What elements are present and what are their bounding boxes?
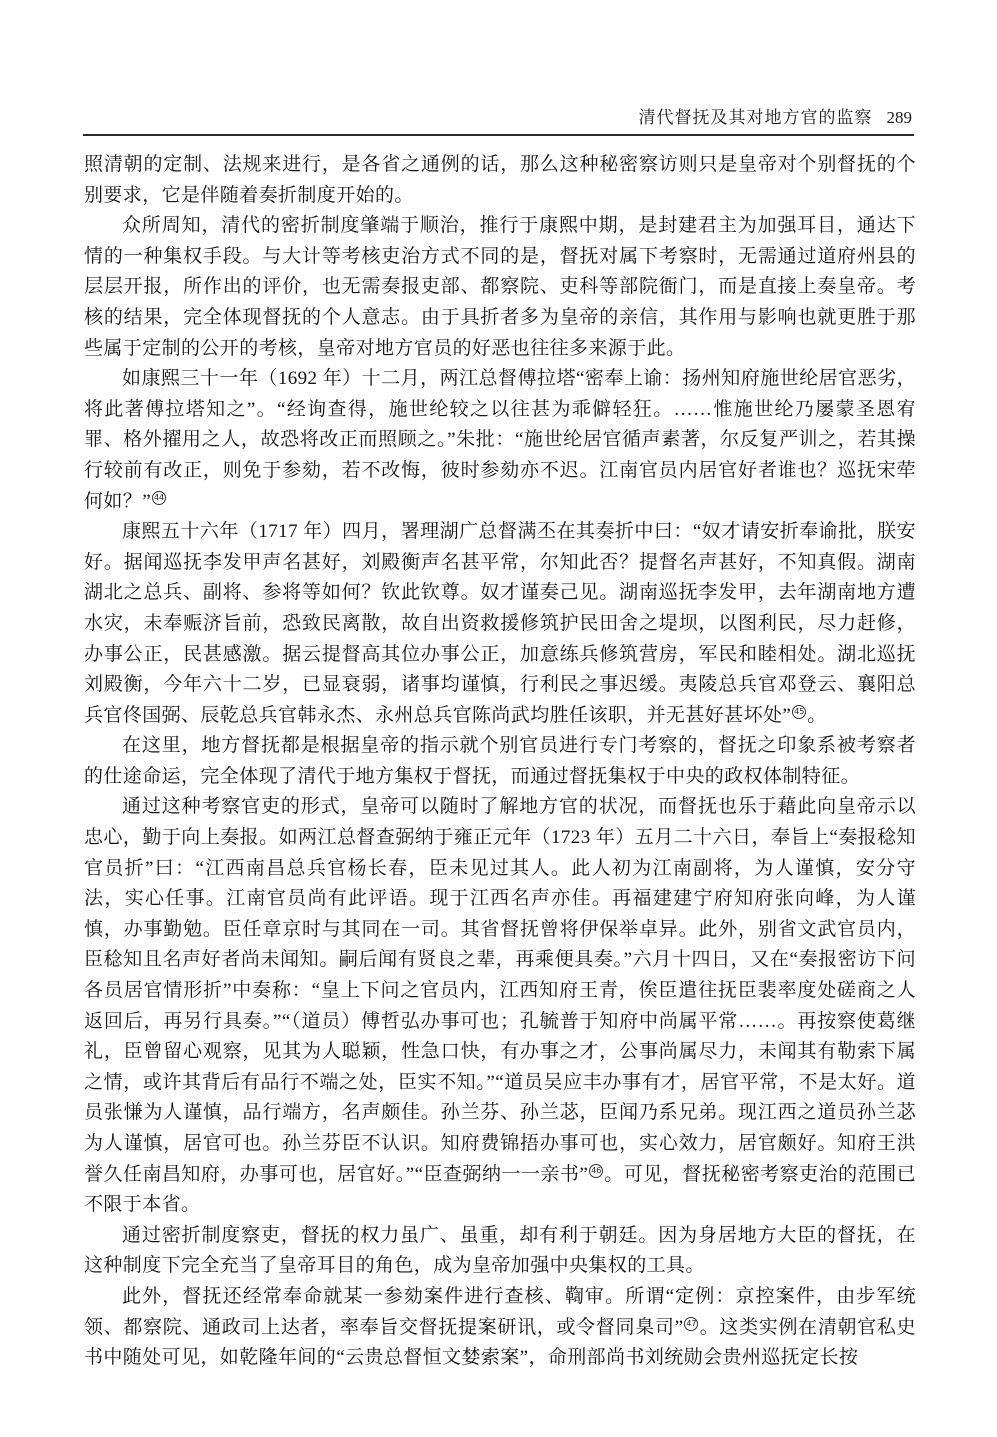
paragraph: 在这里，地方督抚都是根据皇帝的指示就个别官员进行专门考察的，督抚之印象系被考察者的仕途命运，完全体现了清代于地方集权于督抚，而通过督抚集权于中央的政权体制特征。 [84, 735, 916, 787]
paragraph: 此外，督抚还经常奉命就某一参劾案件进行查核、鞫审。所谓“定例：京控案件，由步军统领、都察院、通政司上达者，率奉旨交督抚提案研讯，或令督同臬司” 47 。这类实例在清朝官私史书中随处可见，如乾隆年间的“云贵总督恒文婪索案”，命刑部尚书刘统勋会贵州巡抚定长按 [84, 1285, 916, 1369]
footnote-ref: 47 [684, 1317, 698, 1331]
running-header-title: 清代督抚及其对地方官的监察 [638, 108, 873, 127]
footnote-ref: 45 [792, 705, 806, 719]
paragraph: 众所周知，清代的密折制度肇端于顺治，推行于康熙中期，是封建君主为加强耳目，通达下情的一种集权手段。与大计等考核吏治方式不同的是，督抚对属下考察时，无需通过道府州县的层层开报，所作出的评价，也无需奏报吏部、都察院、吏科等部院衙门，而是直接上奏皇帝。考核的结果，完全体现督抚的个人意志。由于具折者多为皇帝的亲信，其作用与影响也就更胜于那些属于定制的公开的考核，皇帝对地方官员的好恶也往往多来源于此。 [84, 215, 916, 359]
footnote-ref: 44 [152, 491, 166, 505]
page-number: 289 [886, 108, 912, 127]
paragraph: 照清朝的定制、法规来进行，是各省之通例的话，那么这种秘密察访则只是皇帝对个别督抚的个别要求，它是伴随着奏折制度开始的。 [84, 154, 916, 206]
paragraph: 康熙五十六年（1717 年）四月，署理湖广总督满丕在其奏折中曰：“奴才请安折奉谕批，朕安好。据闻巡抚李发甲声名甚好，刘殿衡声名甚平常，尔知此否？提督名声甚好，不知真假。湖南湖北之总兵、副将、参将等如何？钦此钦尊。奴才谨奏己见。湖南巡抚李发甲，去年湖南地方遭水灾，未奉赈济旨前，恐致民离散，故自出资救援修筑护民田舍之堤坝，以图利民，尽力赶修，办事公正，民甚感激。据云提督高其位办事公正，加意练兵修筑营房，军民和睦相处。湖北巡抚刘殿衡，今年六十二岁，已显衰弱，诸事均谨慎，行利民之事迟缓。夷陵总兵官邓登云、襄阳总兵官佟国弼、辰乾总兵官韩永杰、永州总兵官陈尚武均胜任该职，并无甚好甚坏处” 45 。 [84, 521, 916, 726]
body-text [84, 150, 916, 1374]
paragraph: 如康熙三十一年（1692 年）十二月，两江总督傅拉塔“密奉上谕：扬州知府施世纶居官恶劣，将此著傅拉塔知之”。“经询查得，施世纶较之以往甚为乖僻轻狂。……惟施世纶乃屡蒙圣恩宥罪、格外擢用之人，故恐将改正而照顾之。”朱批：“施世纶居官循声素著，尔反复严训之，若其操行较前有改正，则免于参劾，若不改悔，彼时参劾亦不迟。江南官员内居官好者谁也？巡抚宋荦何如？” 44 [84, 368, 916, 512]
running-header [84, 103, 912, 128]
footnote-ref: 46 [589, 1164, 603, 1178]
header-rule [83, 134, 914, 136]
paragraph: 通过这种考察官吏的形式，皇帝可以随时了解地方官的状况，而督抚也乐于藉此向皇帝示以忠心，勤于向上奏报。如两江总督查弼纳于雍正元年（1723 年）五月二十六日，奉旨上“奏报稔知官员折”曰：“江西南昌总兵官杨长春，臣未见过其人。此人初为江南副将，为人谨慎，安分守法，实心任事。江南官员尚有此评语。现于江西名声亦佳。再福建建宁府知府张向峰，为人谨慎，办事勤勉。臣任章京时与其同在一司。其省督抚曾将伊保举卓异。此外，别省文武官员内，臣稔知且名声好者尚未闻知。嗣后闻有贤良之辈，再乘便具奏。”六月十四日，又在“奏报密访下问各员居官情形折”中奏称：“皇上下问之官员内，江西知府王青，俟臣遣往抚臣裴率度处磋商之人返回后，再另行具奏。”“（道员）傅哲弘办事可也；孔毓普于知府中尚属平常……。再按察使葛继礼，臣曾留心观察，见其为人聪颖，性急口快，有办事之才，公事尚属尽力，未闻其有勒索下属之情，或许其背后有品行不端之处，臣实不知。”“道员吴应丰办事有才，居官平常，不是太好。道员张慊为人谨慎，品行端方，名声颇佳。孙兰芬、孙兰苾，臣闻乃系兄弟。现江西之道员孙兰苾为人谨慎，居官可也。孙兰芬臣不认识。知府费锦捂办事可也，实心效力，居官颇好。知府王洪誉久任南昌知府，办事可也，居官好。”“臣查弼纳一一亲书” 46 。可见，督抚秘密考察吏治的范围已不限于本省。 [84, 796, 916, 1216]
paragraph: 通过密折制度察吏，督抚的权力虽广、虽重，却有利于朝廷。因为身居地方大臣的督抚，在这种制度下完全充当了皇帝耳目的角色，成为皇帝加强中央集权的工具。 [84, 1224, 916, 1277]
